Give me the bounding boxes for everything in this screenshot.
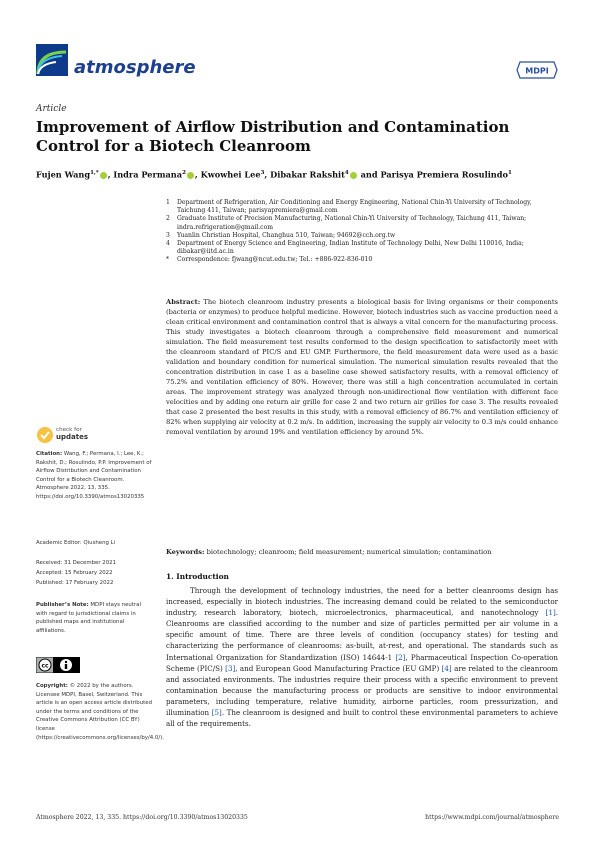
check-updates-icon	[36, 426, 54, 444]
author-name: Dibakar Rakshit	[270, 169, 345, 180]
reference-link[interactable]: [4]	[441, 663, 452, 673]
author-affiliation-sup: 4	[344, 170, 349, 176]
article-type: Article	[36, 104, 67, 114]
check-updates-line2: updates	[56, 433, 88, 441]
intro-text-run: . Cleanrooms are classified according to the number and size of particles permitted per air volume in a specific amount of time. There are three levels of condition (occupancy states) for testing and characterizing the performance of cleanrooms: as-built, at-rest, and operational. The standards such as International Organization for Standardization (ISO) 14644-1	[166, 608, 558, 662]
author-name: Indra Permana	[113, 169, 183, 180]
reference-link[interactable]: [2]	[395, 652, 406, 662]
affiliation-number: 3	[166, 231, 170, 239]
author-list: Fujen Wang$^{1,*}$ , Indra Permana$^2$ , Kwowhei Lee$^3$, Dibakar Rakshit$^4$ and Parisya Premiera Rosulindo$^1$	[36, 169, 512, 180]
affiliation-text: Yuanlin Christian Hospital, Changhua 510, Taiwan; 94692@cch.org.tw	[177, 231, 396, 239]
copyright-block	[36, 682, 164, 742]
keywords	[166, 547, 558, 557]
intro-text-run: , Pharmaceutical Inspection Co-operation Scheme (PIC/S)	[166, 652, 558, 673]
abstract-label: Abstract:	[166, 298, 201, 306]
affiliation-item	[166, 240, 558, 256]
orcid-icon[interactable]	[187, 172, 194, 179]
intro-text-run: Through the development of technology industries, the need for a better cleanrooms design has increased, especially in biotech industries. The increasing demand could be related to the semiconductor industry, research laboratory, biotech, microelectronics, pharmaceutical, and nanotechnology	[166, 586, 558, 618]
citation-text: Wang, F.; Permana, I.; Lee, K.; Rakshit, D.; Rosulindo, P.P. Improvement of Airflow Distribution and Contamination Control for a Biotech Cleanroom. Atmosphere 2022, 13, 335. https://doi.org/10.3390/atmos13020335	[36, 451, 152, 500]
publisher-note	[36, 601, 154, 635]
check-updates-line1: check for	[56, 427, 82, 433]
reference-link[interactable]: [5]	[211, 708, 222, 718]
date-received: Received: 31 December 2021	[36, 560, 117, 566]
publisher-note-text: MDPI stays neutral with regard to jurisdictional claims in published maps and institutional affiliations.	[36, 602, 141, 634]
intro-paragraph	[166, 585, 558, 729]
mdpi-logo-text: MDPI	[525, 66, 549, 76]
affiliation-item	[166, 199, 558, 215]
intro-text-run: . The cleanroom is designed and built to control these environmental parameters to achieve all of the requirements.	[166, 708, 558, 729]
affiliation-item	[166, 215, 558, 231]
affiliation-text: Department of Energy Science and Engineering, Indian Institute of Technology Delhi, New Delhi 110016, India; dibakar@iitd.ac.in	[177, 240, 524, 256]
affiliation-text: Graduate Institute of Precision Manufacturing, National Chin-Yi University of Technology, Taichung 411, Taiwan; indra.refrigeration@gmail.com	[177, 215, 527, 231]
affiliations	[166, 199, 558, 265]
footer-citation[interactable]: Atmosphere 2022, 13, 335. https://doi.org/10.3390/atmos13020335	[36, 814, 248, 821]
author-affiliation-sup: 1,*	[90, 170, 99, 176]
date-published: Published: 17 February 2022	[36, 580, 114, 586]
affiliation-number: 2	[166, 215, 170, 223]
citation-block	[36, 450, 154, 502]
check-for-updates-button[interactable]	[36, 426, 100, 444]
section-heading: 1. Introduction	[166, 572, 229, 581]
reference-link[interactable]: [1]	[545, 608, 556, 618]
cc-by-license-badge[interactable]	[36, 657, 80, 673]
author-name: Parisya Premiera Rosulindo	[380, 169, 508, 180]
abstract-text: The biotech cleanroom industry presents a biological basis for living organisms or their components (bacteria or enzymes) to produce helpful medicine. However, biotech industries such as vaccine production need a clean critical environment and contamination control that is always a vital concern for the manufacturing process. This study investigates a biotech cleanroom through a comprehensive field measurement and numerical simulation. The field measurement test results conformed to the design specification to satisfactorily meet with the cleanroom standard of PIC/S and EU GMP. Furthermore, the field measurement data were used as a basic validation and boundary condition for numerical simulation. The numerical simulation results revealed that the concentration distribution in case 1 as a baseline case showed satisfactory results, with a removal efficiency of 75.2% and ventilation efficiency of 80%. However, there was still a high concentration accumulated in certain areas. The improvement strategy was analyzed through non-unidirectional flow ventilation with different face velocities and by adding one return air grille for case 2 and two return air grilles for case 3. The results revealed that case 2 presented the best results in this study, with a removal efficiency of 86.7% and ventilation efficiency of 82% when supplying air velocity at 0.2 m/s. In addition, increasing the supply air velocity to 0.3 m/s could enhance removal ventilation by around 19% and ventilation efficiency by around 5%.	[166, 298, 558, 436]
journal-name[interactable]: atmosphere	[74, 57, 196, 78]
intro-text-run: are related to the cleanroom and associated environments. The industries require their process with a specific environment to prevent contamination because the manufacturing process or products are sensitive to indoor environmental parameters, including temperature, relative humidity, airborne particles, room pressurization, and illumination	[166, 663, 558, 718]
keywords-label: Keywords:	[166, 548, 205, 556]
journal-logo	[36, 44, 68, 76]
affiliation-item	[166, 232, 558, 240]
intro-text-run: , and European Good Manufacturing Practice (EU GMP)	[235, 663, 442, 673]
affiliation-text: Department of Refrigeration, Air Conditioning and Energy Engineering, National Chin-Yi University of Technology, Taichung 411, Taiwan; parisyapremiera@gmail.com	[177, 199, 532, 215]
footer-journal-url[interactable]: https://www.mdpi.com/journal/atmosphere	[425, 814, 559, 821]
orcid-icon[interactable]	[350, 172, 357, 179]
affiliation-text: Correspondence: fjwang@ncut.edu.tw; Tel.: +886-922-836-010	[177, 256, 373, 264]
copyright-text: © 2022 by the authors. Licensee MDPI, Basel, Switzerland. This article is an open access article distributed under the terms and conditions of the Creative Commons Attribution (CC BY) license (https://creativecommons.org/licenses/by/4.0/).	[36, 683, 164, 741]
abstract	[166, 297, 558, 437]
author-affiliation-sup: 1	[507, 170, 512, 176]
mdpi-logo[interactable]	[516, 61, 558, 79]
author-name: Fujen Wang	[36, 169, 91, 180]
affiliation-item	[166, 256, 558, 264]
keywords-text: biotechnology; cleanroom; field measurement; numerical simulation; contamination	[206, 548, 492, 556]
cc-badge-text: cc	[41, 662, 49, 670]
publisher-note-label: Publisher’s Note:	[36, 602, 89, 608]
academic-editor: Academic Editor: Qiusheng Li	[36, 540, 116, 546]
affiliation-number: *	[166, 256, 170, 264]
author-affiliation-sup: 3	[260, 170, 265, 176]
date-accepted: Accepted: 15 February 2022	[36, 570, 113, 576]
citation-label: Citation:	[36, 451, 63, 457]
affiliation-number: 4	[166, 240, 170, 248]
orcid-icon[interactable]	[100, 172, 107, 179]
affiliation-number: 1	[166, 199, 170, 206]
reference-link[interactable]: [3]	[225, 663, 236, 673]
article-title: Improvement of Airflow Distribution and Contamination Control for a Biotech Cleanroom	[36, 118, 510, 155]
author-name: Kwowhei Lee	[200, 169, 261, 180]
copyright-label: Copyright:	[36, 683, 68, 689]
author-affiliation-sup: 2	[182, 170, 186, 176]
